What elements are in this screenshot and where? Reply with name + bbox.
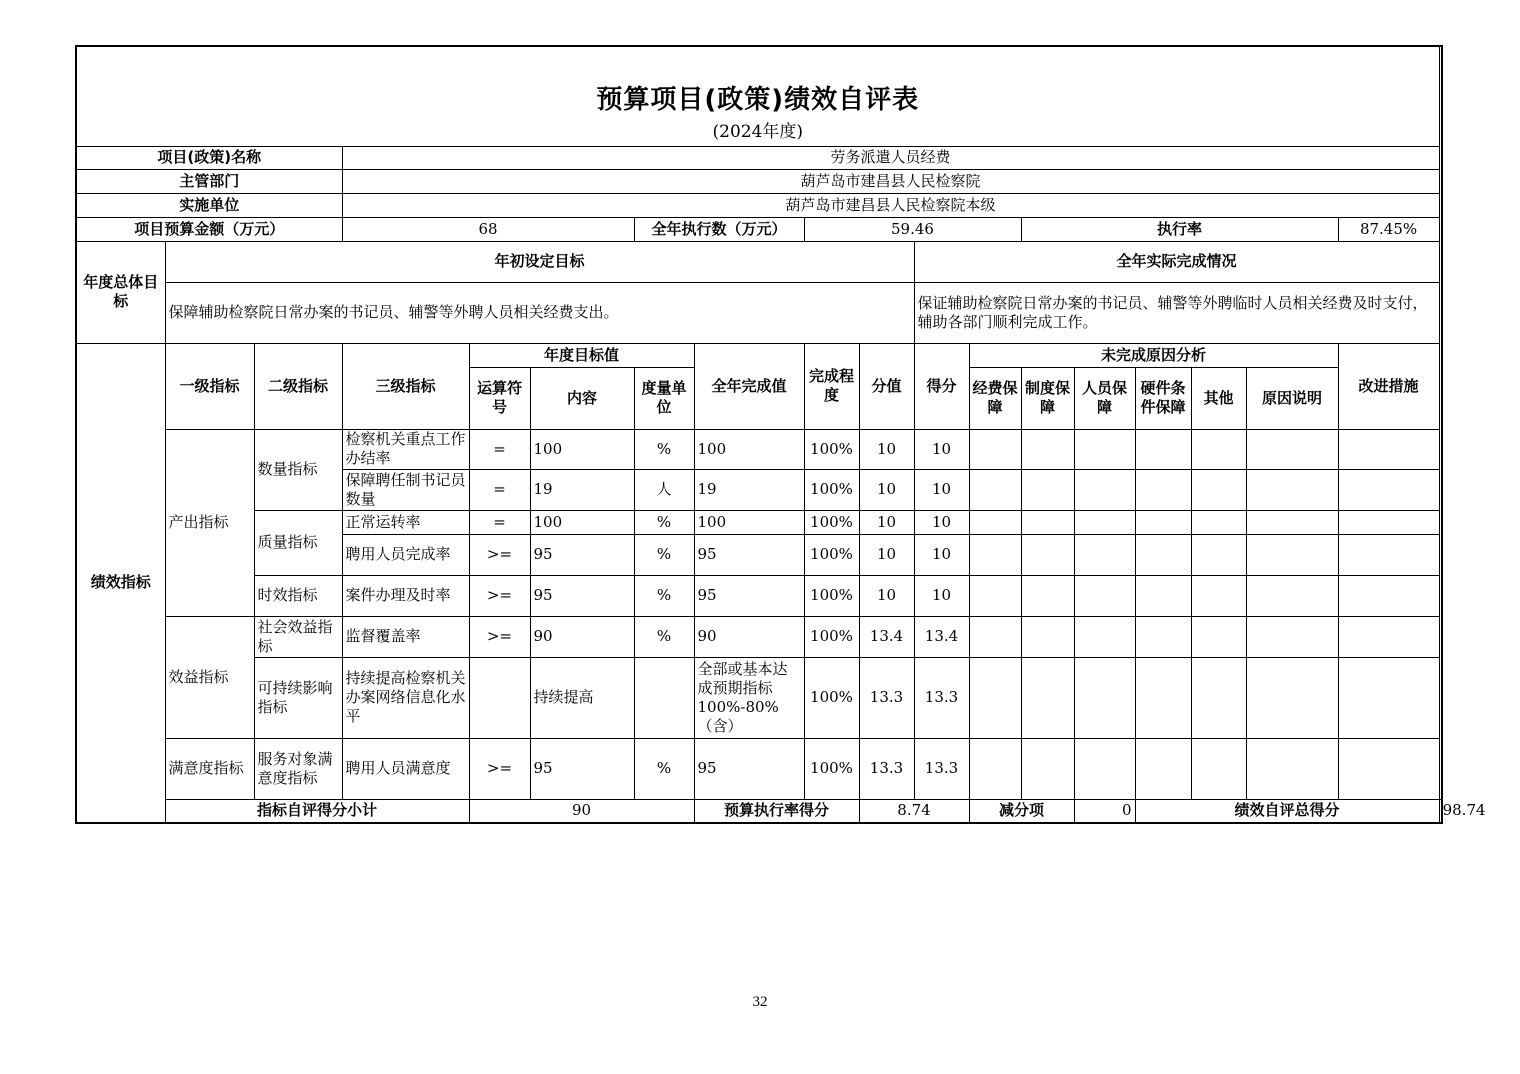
exec-label: 全年执行数（万元）: [634, 217, 804, 241]
indicator-name: 案件办理及时率: [342, 575, 469, 616]
header-level2: 二级指标: [254, 343, 342, 429]
goal-actual-label: 全年实际完成情况: [914, 241, 1439, 282]
indicator-unit: %: [634, 429, 694, 469]
indicator-op: >=: [469, 616, 530, 657]
header-target-group: 年度目标值: [469, 343, 694, 367]
indicator-degree: 100%: [804, 429, 859, 469]
indicator-got: 10: [914, 534, 969, 575]
indicator-actual: 19: [694, 469, 804, 510]
rate-label: 执行率: [1021, 217, 1338, 241]
header-level1: 一级指标: [165, 343, 254, 429]
indicator-content: 持续提高: [530, 657, 634, 738]
indicator-content: 95: [530, 738, 634, 799]
indicator-content: 95: [530, 534, 634, 575]
indicator-actual: 95: [694, 534, 804, 575]
indicator-actual: 90: [694, 616, 804, 657]
table-row: [76, 575, 1442, 616]
subtotal-label: 指标自评得分小计: [165, 799, 469, 823]
dept-label: 主管部门: [76, 169, 342, 193]
indicator-unit: [634, 657, 694, 738]
indicator-actual: 全部或基本达成预期指标100%-80%（含）: [694, 657, 804, 738]
exec-value: 59.46: [804, 217, 1021, 241]
indicator-op: =: [469, 510, 530, 534]
indicator-unit: 人: [634, 469, 694, 510]
budget-value: 68: [342, 217, 634, 241]
budget-score-value: 8.74: [859, 799, 969, 823]
indicator-op: >=: [469, 738, 530, 799]
header-degree: 完成程度: [804, 343, 859, 429]
indicator-section-label: 绩效指标: [76, 343, 165, 823]
indicator-name: 保障聘任制书记员数量: [342, 469, 469, 510]
indicator-unit: %: [634, 534, 694, 575]
year-cell: [76, 119, 1439, 146]
group-timeliness: 时效指标: [254, 575, 342, 616]
indicator-degree: 100%: [804, 616, 859, 657]
group-quality: 质量指标: [254, 510, 342, 575]
goal-initial-text: 保障辅助检察院日常办案的书记员、辅警等外聘人员相关经费支出。: [165, 282, 914, 343]
indicator-got: 10: [914, 575, 969, 616]
indicator-actual: 100: [694, 510, 804, 534]
header-reason-group: 未完成原因分析: [969, 343, 1338, 367]
indicator-degree: 100%: [804, 469, 859, 510]
page-title: 预算项目(政策)绩效自评表: [596, 85, 920, 115]
header-improve: 改进措施: [1338, 343, 1439, 429]
header-reason-hardware: 硬件条件保障: [1135, 367, 1191, 429]
header-reason-funds: 经费保障: [969, 367, 1021, 429]
deduct-label: 减分项: [969, 799, 1074, 823]
rate-value: 87.45%: [1338, 217, 1439, 241]
indicator-got: 13.4: [914, 616, 969, 657]
title-cell: [76, 46, 1439, 119]
header-score: 分值: [859, 343, 914, 429]
indicator-op: >=: [469, 575, 530, 616]
header-reason-staff: 人员保障: [1074, 367, 1135, 429]
indicator-score: 10: [859, 429, 914, 469]
indicator-op: =: [469, 469, 530, 510]
indicator-got: 10: [914, 429, 969, 469]
header-level3: 三级指标: [342, 343, 469, 429]
indicator-score: 10: [859, 534, 914, 575]
indicator-got: 10: [914, 510, 969, 534]
indicator-name: 聘用人员满意度: [342, 738, 469, 799]
group-sustain: 可持续影响指标: [254, 657, 342, 738]
table-row: [76, 616, 1442, 657]
indicator-degree: 100%: [804, 510, 859, 534]
dept-value: 葫芦岛市建昌县人民检察院: [342, 169, 1439, 193]
indicator-score: 10: [859, 575, 914, 616]
group-benefit: 效益指标: [165, 616, 254, 738]
indicator-name: 持续提高检察机关办案网络信息化水平: [342, 657, 469, 738]
evaluation-sheet: [75, 45, 1486, 824]
indicator-name: 检察机关重点工作办结率: [342, 429, 469, 469]
page-number: 32: [752, 994, 768, 1010]
indicator-degree: 100%: [804, 534, 859, 575]
table-row: [76, 510, 1442, 534]
group-service: 服务对象满意度指标: [254, 738, 342, 799]
indicator-op: [469, 657, 530, 738]
evaluation-table: [75, 45, 1486, 824]
header-op: 运算符号: [469, 367, 530, 429]
header-actual: 全年完成值: [694, 343, 804, 429]
project-name: 劳务派遣人员经费: [342, 146, 1439, 169]
indicator-unit: %: [634, 510, 694, 534]
indicator-score: 13.3: [859, 657, 914, 738]
group-satisfaction: 满意度指标: [165, 738, 254, 799]
group-output: 产出指标: [165, 429, 254, 616]
indicator-score: 13.3: [859, 738, 914, 799]
goal-actual-text: 保证辅助检察院日常办案的书记员、辅警等外聘临时人员相关经费及时支付，辅助各部门顺利完成工作。: [914, 282, 1439, 343]
subtotal-value: 90: [469, 799, 694, 823]
indicator-name: 监督覆盖率: [342, 616, 469, 657]
project-name-label: 项目(政策)名称: [76, 146, 342, 169]
header-reason-other: 其他: [1191, 367, 1246, 429]
indicator-got: 13.3: [914, 738, 969, 799]
unit-label: 实施单位: [76, 193, 342, 217]
year-subtitle: (2024年度): [712, 121, 804, 142]
total-label: 绩效自评总得分: [1135, 799, 1439, 823]
table-row: [76, 738, 1442, 799]
header-unit: 度量单位: [634, 367, 694, 429]
header-content: 内容: [530, 367, 634, 429]
total-value: 98.74: [1439, 799, 1442, 823]
indicator-op: =: [469, 429, 530, 469]
indicator-name: 正常运转率: [342, 510, 469, 534]
indicator-content: 100: [530, 510, 634, 534]
unit-value: 葫芦岛市建昌县人民检察院本级: [342, 193, 1439, 217]
indicator-unit: %: [634, 616, 694, 657]
indicator-got: 10: [914, 469, 969, 510]
goal-initial-label: 年初设定目标: [165, 241, 914, 282]
indicator-got: 13.3: [914, 657, 969, 738]
indicator-actual: 95: [694, 575, 804, 616]
group-social: 社会效益指标: [254, 616, 342, 657]
indicator-score: 13.4: [859, 616, 914, 657]
budget-score-label: 预算执行率得分: [694, 799, 859, 823]
goal-label: 年度总体目标: [76, 241, 165, 343]
indicator-actual: 95: [694, 738, 804, 799]
indicator-degree: 100%: [804, 575, 859, 616]
budget-label: 项目预算金额（万元）: [76, 217, 342, 241]
indicator-score: 10: [859, 469, 914, 510]
header-got: 得分: [914, 343, 969, 429]
indicator-score: 10: [859, 510, 914, 534]
deduct-value: 0: [1074, 799, 1135, 823]
indicator-actual: 100: [694, 429, 804, 469]
header-reason-note: 原因说明: [1246, 367, 1338, 429]
header-reason-system: 制度保障: [1021, 367, 1074, 429]
table-row: [76, 657, 1442, 738]
indicator-content: 100: [530, 429, 634, 469]
indicator-name: 聘用人员完成率: [342, 534, 469, 575]
indicator-degree: 100%: [804, 657, 859, 738]
indicator-op: >=: [469, 534, 530, 575]
indicator-unit: %: [634, 738, 694, 799]
group-quantity: 数量指标: [254, 429, 342, 510]
indicator-content: 95: [530, 575, 634, 616]
indicator-content: 90: [530, 616, 634, 657]
indicator-degree: 100%: [804, 738, 859, 799]
indicator-unit: %: [634, 575, 694, 616]
indicator-content: 19: [530, 469, 634, 510]
table-row: [76, 429, 1442, 469]
